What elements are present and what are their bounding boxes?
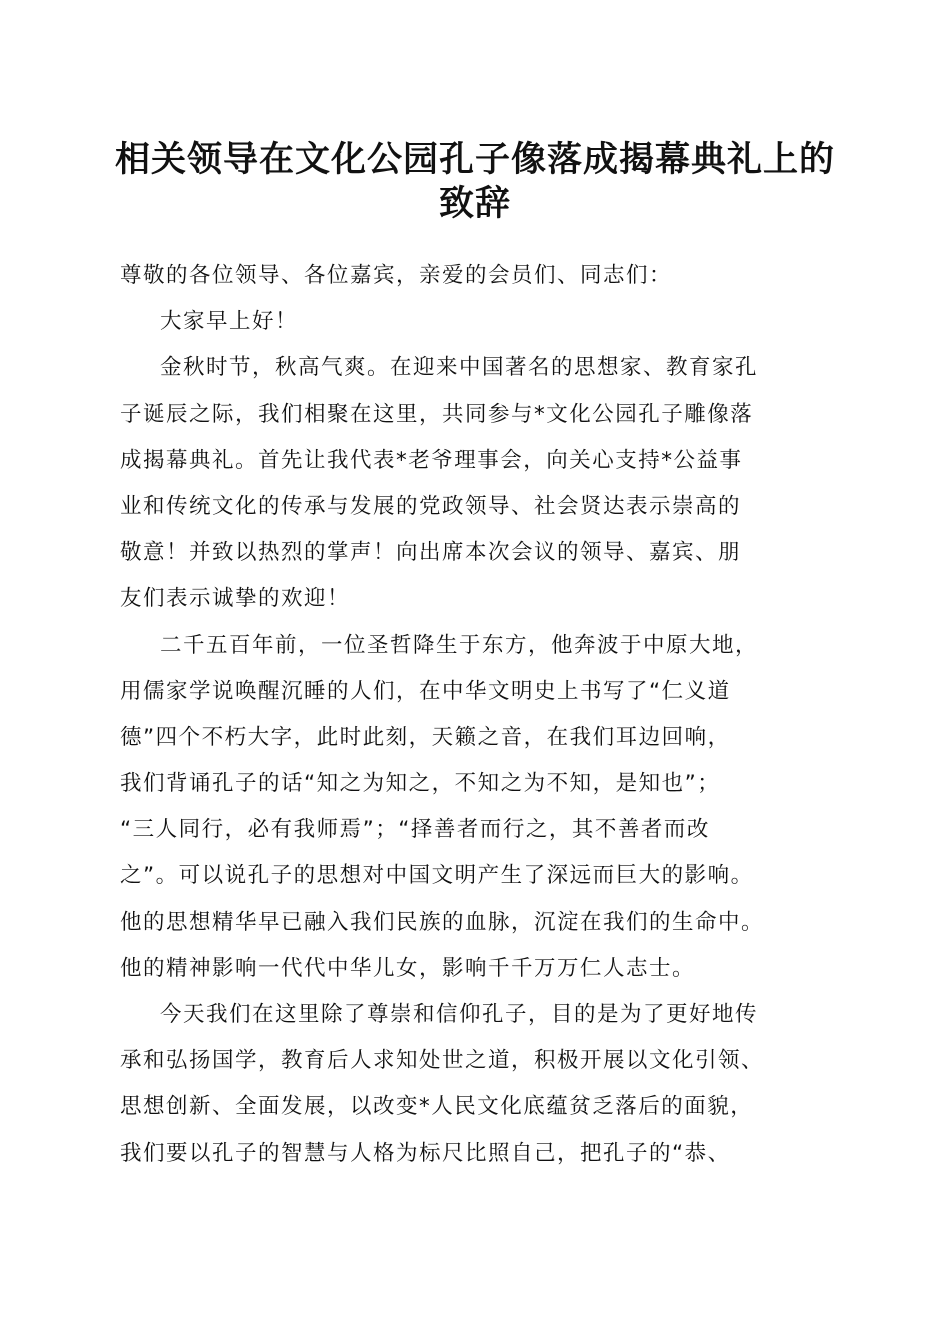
body-line: “三人同行，必有我师焉”；“择善者而行之，其不善者而改: [120, 817, 710, 843]
document-title-line-2: 致辞: [438, 183, 511, 224]
body-line: 我们背诵孔子的话“知之为知之，不知之为不知，是知也”；: [120, 771, 721, 797]
document-body: [120, 253, 840, 1177]
body-line: 金秋时节，秋高气爽。在迎来中国著名的思想家、教育家孔: [160, 355, 759, 381]
body-line: 之”。可以说孔子的思想对中国文明产生了深远而巨大的影响。: [120, 863, 754, 889]
body-line: 承和弘扬国学，教育后人求知处世之道，积极开展以文化引领、: [120, 1048, 765, 1074]
body-line: 今天我们在这里除了尊崇和信仰孔子，目的是为了更好地传: [160, 1002, 759, 1027]
document-title-line-1: 相关领导在文化公园孔子像落成揭幕典礼上的: [114, 139, 835, 180]
body-line: 成揭幕典礼。首先让我代表*老爷理事会，向关心支持*公益事: [120, 447, 743, 473]
body-line: 用儒家学说唤醒沉睡的人们，在中华文明史上书写了“仁义道: [120, 678, 731, 704]
body-line: 他的思想精华早已融入我们民族的血脉，沉淀在我们的生命中。: [120, 909, 765, 935]
body-line: 子诞辰之际，我们相聚在这里，共同参与*文化公园孔子雕像落: [120, 401, 754, 427]
greeting-line: 大家早上好！: [160, 309, 299, 335]
body-line: 我们要以孔子的智慧与人格为标尺比照自己，把孔子的“恭、: [120, 1140, 731, 1166]
body-line: 友们表示诚挚的欢迎！: [120, 586, 351, 612]
body-line: 二千五百年前，一位圣哲降生于东方，他奔波于中原大地，: [160, 632, 759, 658]
body-line: 业和传统文化的传承与发展的党政领导、社会贤达表示崇高的: [120, 493, 742, 519]
body-line: 思想创新、全面发展，以改变*人民文化底蕴贫乏落后的面貌，: [120, 1094, 754, 1120]
body-line: 敬意！并致以热烈的掌声！向出席本次会议的领导、嘉宾、朋: [120, 540, 742, 566]
body-line: 德”四个不朽大字，此时此刻，天籁之音，在我们耳边回响，: [120, 724, 731, 750]
salutation-line: 尊敬的各位领导、各位嘉宾，亲爱的会员们、同志们：: [120, 263, 673, 288]
body-line: 他的精神影响一代代中华儿女，影响千千万万仁人志士。: [120, 955, 696, 981]
